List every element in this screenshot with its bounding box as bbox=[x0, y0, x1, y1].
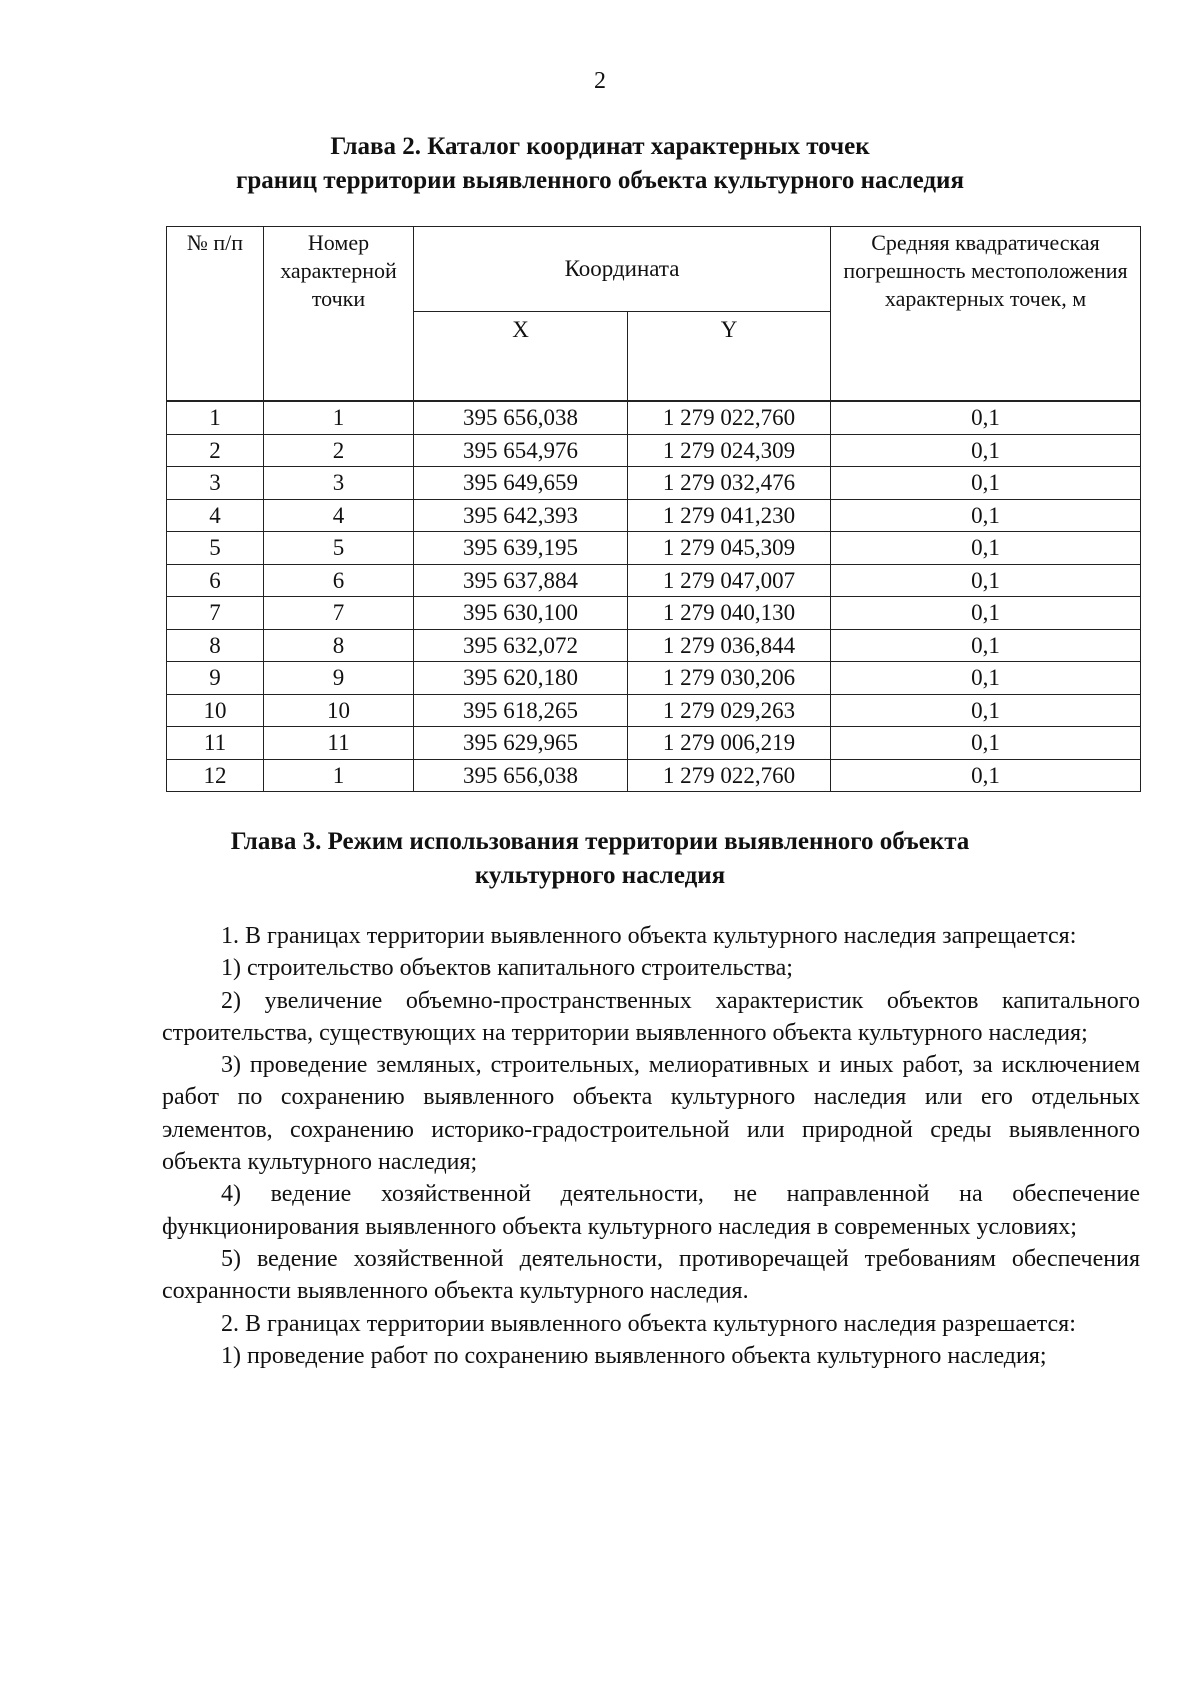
cell-error: 0,1 bbox=[831, 401, 1141, 434]
cell-x: 395 639,195 bbox=[414, 532, 628, 565]
paragraph-permitted-item-1: 1) проведение работ по сохранению выявленного объекта культурного наследия; bbox=[221, 1342, 1047, 1369]
cell-y: 1 279 030,206 bbox=[628, 662, 831, 695]
cell-number: 1 bbox=[167, 401, 264, 434]
cell-error: 0,1 bbox=[831, 532, 1141, 565]
cell-point: 8 bbox=[264, 629, 414, 662]
cell-y: 1 279 040,130 bbox=[628, 597, 831, 630]
chapter-3-title bbox=[0, 825, 1200, 893]
cell-y: 1 279 036,844 bbox=[628, 629, 831, 662]
cell-error: 0,1 bbox=[831, 467, 1141, 500]
cell-x: 395 629,965 bbox=[414, 727, 628, 760]
coordinates-table bbox=[166, 226, 1141, 792]
cell-error: 0,1 bbox=[831, 499, 1141, 532]
cell-number: 10 bbox=[167, 694, 264, 727]
chapter-3-body bbox=[162, 920, 1140, 1372]
paragraph-permitted-intro: 2. В границах территории выявленного объекта культурного наследия разрешается: bbox=[221, 1310, 1076, 1337]
header-mean-square-error: Средняя квадратическая погрешность местоположения характерных точек, м bbox=[831, 227, 1141, 402]
paragraph-prohibited-item-5: 5) ведение хозяйственной деятельности, противоречащей требованиям обеспечения сохранности выявленного объекта культурного наследия. bbox=[162, 1245, 1140, 1305]
cell-point: 7 bbox=[264, 597, 414, 630]
cell-x: 395 620,180 bbox=[414, 662, 628, 695]
table-row bbox=[167, 597, 1141, 630]
cell-error: 0,1 bbox=[831, 434, 1141, 467]
cell-point: 3 bbox=[264, 467, 414, 500]
paragraph-prohibited-item-4: 4) ведение хозяйственной деятельности, не направленной на обеспечение функционирования выявленного объекта культурного наследия в современных условиях; bbox=[162, 1181, 1140, 1240]
chapter-2-title-line-1: Глава 2. Каталог координат характерных точек bbox=[330, 133, 870, 160]
cell-number: 12 bbox=[167, 759, 264, 792]
coordinates-table-body bbox=[167, 401, 1141, 792]
table-row bbox=[167, 467, 1141, 500]
cell-x: 395 618,265 bbox=[414, 694, 628, 727]
cell-x: 395 654,976 bbox=[414, 434, 628, 467]
cell-number: 7 bbox=[167, 597, 264, 630]
chapter-3-title-line-1: Глава 3. Режим использования территории выявленного объекта bbox=[230, 828, 970, 855]
cell-y: 1 279 045,309 bbox=[628, 532, 831, 565]
cell-error: 0,1 bbox=[831, 629, 1141, 662]
header-point-number: Номер характерной точки bbox=[264, 227, 414, 402]
cell-x: 395 649,659 bbox=[414, 467, 628, 500]
paragraph-prohibited-item-3: 3) проведение земляных, строительных, мелиоративных и иных работ, за исключением работ по сохранению выявленного объекта культурного наследия или его отдельных элементов, сохранению историко-градостроительной или природной среды выявленного объекта культурного наследия; bbox=[162, 1052, 1140, 1176]
cell-x: 395 632,072 bbox=[414, 629, 628, 662]
cell-y: 1 279 029,263 bbox=[628, 694, 831, 727]
table-row bbox=[167, 499, 1141, 532]
paragraph-prohibited-item-2: 2) увеличение объемно-пространственных характеристик объектов капитального строительства, существующих на территории выявленного объекта культурного наследия; bbox=[162, 987, 1140, 1046]
table-row bbox=[167, 759, 1141, 792]
cell-y: 1 279 047,007 bbox=[628, 564, 831, 597]
chapter-2-title-line-2: границ территории выявленного объекта культурного наследия bbox=[236, 167, 964, 194]
cell-y: 1 279 024,309 bbox=[628, 434, 831, 467]
header-coordinate: Координата bbox=[414, 227, 831, 312]
cell-y: 1 279 032,476 bbox=[628, 467, 831, 500]
header-y: Y bbox=[628, 312, 831, 402]
cell-x: 395 642,393 bbox=[414, 499, 628, 532]
cell-point: 6 bbox=[264, 564, 414, 597]
cell-point: 9 bbox=[264, 662, 414, 695]
cell-x: 395 637,884 bbox=[414, 564, 628, 597]
cell-y: 1 279 041,230 bbox=[628, 499, 831, 532]
header-number: № п/п bbox=[167, 227, 264, 402]
cell-error: 0,1 bbox=[831, 727, 1141, 760]
cell-number: 8 bbox=[167, 629, 264, 662]
cell-error: 0,1 bbox=[831, 564, 1141, 597]
table-row bbox=[167, 727, 1141, 760]
cell-point: 11 bbox=[264, 727, 414, 760]
cell-number: 5 bbox=[167, 532, 264, 565]
cell-number: 9 bbox=[167, 662, 264, 695]
page-number: 2 bbox=[594, 68, 606, 94]
cell-number: 11 bbox=[167, 727, 264, 760]
cell-y: 1 279 006,219 bbox=[628, 727, 831, 760]
cell-point: 1 bbox=[264, 759, 414, 792]
cell-error: 0,1 bbox=[831, 694, 1141, 727]
table-row bbox=[167, 532, 1141, 565]
cell-y: 1 279 022,760 bbox=[628, 401, 831, 434]
header-x: X bbox=[414, 312, 628, 402]
cell-point: 5 bbox=[264, 532, 414, 565]
cell-point: 4 bbox=[264, 499, 414, 532]
cell-x: 395 630,100 bbox=[414, 597, 628, 630]
cell-point: 10 bbox=[264, 694, 414, 727]
cell-number: 2 bbox=[167, 434, 264, 467]
cell-x: 395 656,038 bbox=[414, 401, 628, 434]
cell-number: 6 bbox=[167, 564, 264, 597]
cell-error: 0,1 bbox=[831, 662, 1141, 695]
chapter-3-title-line-2: культурного наследия bbox=[474, 862, 726, 889]
cell-point: 1 bbox=[264, 401, 414, 434]
table-row bbox=[167, 401, 1141, 434]
table-row bbox=[167, 662, 1141, 695]
table-row bbox=[167, 434, 1141, 467]
cell-error: 0,1 bbox=[831, 759, 1141, 792]
cell-number: 4 bbox=[167, 499, 264, 532]
paragraph-prohibited-item-1: 1) строительство объектов капитального строительства; bbox=[221, 955, 793, 982]
cell-x: 395 656,038 bbox=[414, 759, 628, 792]
cell-error: 0,1 bbox=[831, 597, 1141, 630]
table-row bbox=[167, 564, 1141, 597]
table-row bbox=[167, 629, 1141, 662]
table-row bbox=[167, 694, 1141, 727]
paragraph-prohibited-intro: 1. В границах территории выявленного объекта культурного наследия запрещается: bbox=[221, 923, 1077, 949]
cell-y: 1 279 022,760 bbox=[628, 759, 831, 792]
chapter-2-title bbox=[0, 130, 1200, 198]
cell-number: 3 bbox=[167, 467, 264, 500]
cell-point: 2 bbox=[264, 434, 414, 467]
